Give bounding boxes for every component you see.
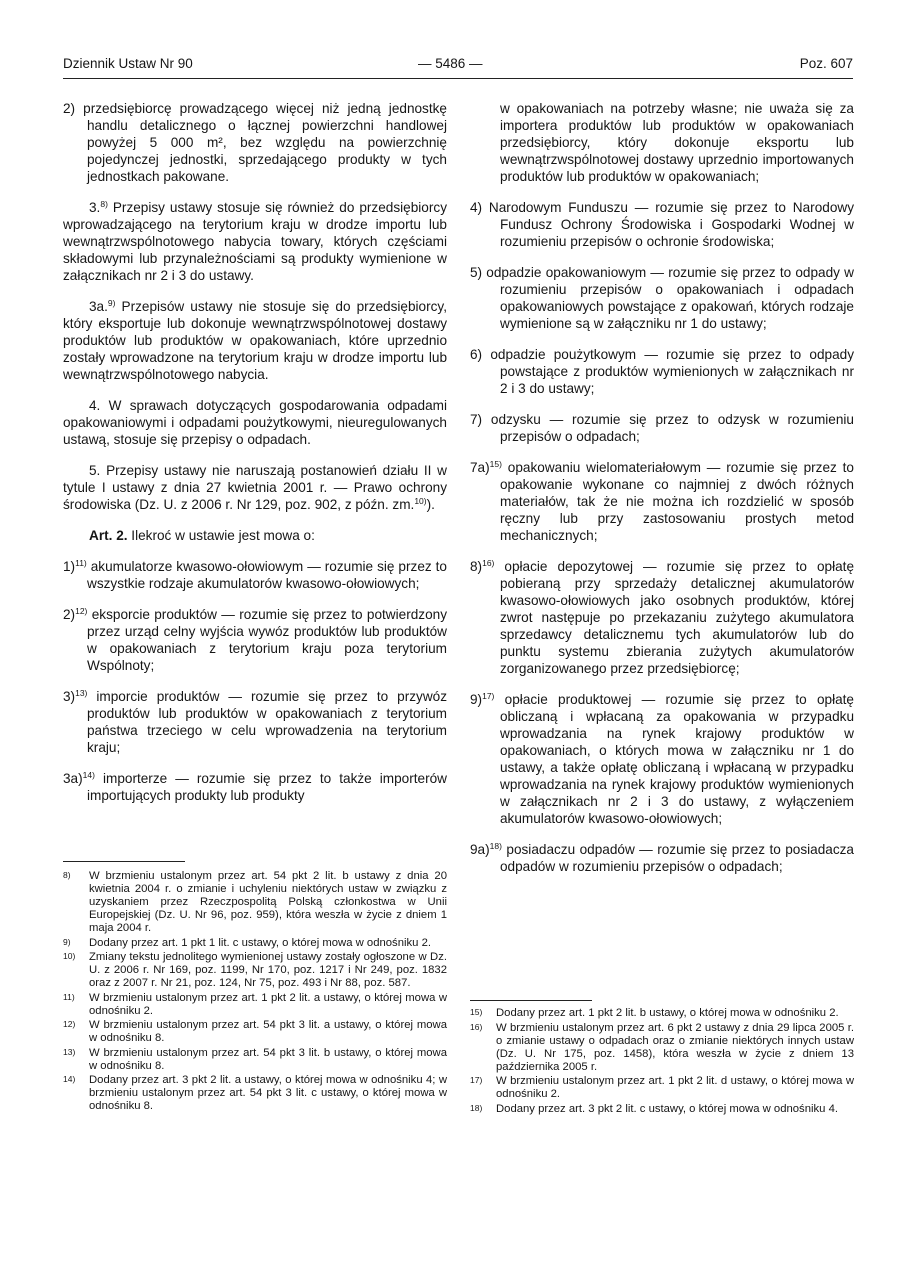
definition-7a: 7a)$^{15)}$ opakowaniu wielomateriałowym — rozumie się przez to opakowanie wykonane co najmniej z dwóch różnych materiałów, tak że nie można ich rozdzielić w sposób ręczny lub przy zastosowaniu prostych metod mechanicznych;: [470, 459, 854, 543]
footnote: 14) Dodany przez art. 3 pkt 2 lit. a ustawy, o której mowa w odnośniku 4; w brzmieniu ustalonym przez art. 54 pkt 3 lit. c ustawy, o której mowa w odnośniku 8.: [63, 1074, 447, 1112]
article-2-heading: Art. 2.: [89, 528, 128, 543]
footnote: 16) W brzmieniu ustalonym przez art. 6 pkt 2 ustawy z dnia 29 lipca 2005 r. o zmianie ustawy o odpadach oraz o zmianie niektórych innych ustaw (Dz. U. Nr 175, poz. 1458), która weszła w życie z dniem 13 października 2005 r.: [470, 1021, 854, 1073]
definition-9: 9)$^{17)}$ opłacie produktowej — rozumie się przez to opłatę obliczaną i wpłacaną za opakowania w przypadku wprowadzania na rynek krajowy produktów w opakowaniach, o których mowa w załączniku nr 1 do ustawy, a także opłatę obliczaną i wpłacaną w przypadku wprowadzania na rynek krajowy produktów wymienionych w załącznikach nr 2 i 3 do ustawy, z wyłączeniem akumulatorów kwasowo-ołowiowych;: [470, 691, 854, 826]
footnotes-right: [470, 1007, 854, 1117]
definition-1: 1)$^{11)}$ akumulatorze kwasowo-ołowiowym — rozumie się przez to wszystkie rodzaje akumulatorów kwasowo-ołowiowych;: [63, 558, 447, 591]
left-column: [63, 100, 447, 818]
footnote: 13) W brzmieniu ustalonym przez art. 54 pkt 3 lit. b ustawy, o której mowa w odnośniku 8.: [63, 1046, 447, 1072]
footnote: 17) W brzmieniu ustalonym przez art. 1 pkt 2 lit. d ustawy, o której mowa w odnośniku 2.: [470, 1075, 854, 1100]
definition-6: 6) odpadzie poużytkowym — rozumie się przez to odpady powstające z produktów wymienionych w załącznikach nr 2 i 3 do ustawy;: [470, 347, 854, 396]
definition-3a-continued: w opakowaniach na potrzeby własne; nie uważa się za importera produktów lub produktów w opakowaniach przedsiębiorcy, który dokonuje eksportu lub wewnątrzwspólnotowej dostawy uprzednio importowanych produktów lub produktów w opakowaniach;: [500, 101, 854, 184]
point-2: 2) przedsiębiorcę prowadzącego więcej niż jedną jednostkę handlu detalicznego o łącznej powierzchni handlowej powyżej 5 000 m², bez względu na powierzchnię pojedynczej jednostki, sprzedającego produkty w tych jednostkach pakowane.: [63, 101, 447, 184]
footnote: 11) W brzmieniu ustalonym przez art. 1 pkt 2 lit. a ustawy, o której mowa w odnośniku 2.: [63, 991, 447, 1017]
right-column: [470, 100, 854, 889]
definition-2: 2)$^{12)}$ eksporcie produktów — rozumie się przez to potwierdzony przez urząd celny wyjścia wywóz produktów lub produktów w opakowaniach z terytorium kraju poza terytorium Wspólnoty;: [63, 606, 447, 673]
footnote: 15) Dodany przez art. 1 pkt 2 lit. b ustawy, o której mowa w odnośniku 2.: [470, 1007, 839, 1019]
page-number: — 5486 —: [418, 56, 483, 71]
paragraph-3: 3.$^{8)}$ Przepisy ustawy stosuje się również do przedsiębiorcy wprowadzającego na terytorium kraju w drodze importu lub wewnątrzwspólnotowego nabycia towary, których częściami składowymi lub przynależnościami są produkty wymienione w załącznikach nr 2 i 3 do ustawy.: [63, 199, 447, 283]
footnote: 10) Zmiany tekstu jednolitego wymienionej ustawy zostały ogłoszone w Dz. U. z 2006 r. Nr 169, poz. 1199, Nr 170, poz. 1217 i Nr 249, poz. 1832 oraz z 2007 r. Nr 21, poz. 124, Nr 75, poz. 493 i Nr 88, poz. 587.: [63, 951, 447, 989]
footnote-divider-left: [63, 861, 185, 862]
footnote: 12) W brzmieniu ustalonym przez art. 54 pkt 3 lit. a ustawy, o której mowa w odnośniku 8.: [63, 1019, 447, 1044]
definition-3a: 3a)$^{14)}$ importerze — rozumie się przez to także importerów importujących produkty lub produkty: [63, 770, 447, 803]
definition-9a: 9a)$^{18)}$ posiadaczu odpadów — rozumie się przez to posiadacza odpadów w rozumieniu przepisów o odpadach;: [470, 841, 854, 874]
paragraph-4: 4. W sprawach dotyczących gospodarowania odpadami opakowaniowymi i odpadami poużytkowymi, nieuregulowanych ustawą, stosuje się przepisy o odpadach.: [63, 398, 447, 447]
definition-8: 8)$^{16)}$ opłacie depozytowej — rozumie się przez to opłatę pobieraną przy sprzedaży detalicznej akumulatorów kwasowo-ołowiowych jako osobnych produktów, której zwrot następuje po przekazaniu zużytego akumulatora sprzedawcy detalicznemu tych akumulatorów lub do punktu systemu zbierania zużytych akumulatorów zorganizowanego przez przedsiębiorcę;: [470, 558, 854, 676]
footnotes-left: [63, 870, 447, 1115]
definition-5: 5) odpadzie opakowaniowym — rozumie się przez to odpady w rozumieniu przepisów o opakowaniach i odpadach opakowaniowych powstające z opakowań, których rodzaje wymienione są w załączniku nr 1 do ustawy;: [470, 265, 854, 331]
definition-3: 3)$^{13)}$ imporcie produktów — rozumie się przez to przywóz produktów lub produktów w opakowaniach z terytorium państwa trzeciego w celu wprowadzenia na terytorium kraju;: [63, 688, 447, 755]
article-2-intro: Art. 2. Ilekroć w ustawie jest mowa o:: [89, 528, 315, 543]
journal-title: Dziennik Ustaw Nr 90: [63, 56, 193, 71]
header-divider: [63, 78, 853, 79]
footnote: 18) Dodany przez art. 3 pkt 2 lit. c ustawy, o której mowa w odnośniku 4.: [470, 1102, 838, 1115]
definition-4: 4) Narodowym Funduszu — rozumie się przez to Narodowy Fundusz Ochrony Środowiska i Gospodarki Wodnej w rozumieniu przepisów o ochronie środowiska;: [470, 200, 854, 249]
definition-7: 7) odzysku — rozumie się przez to odzysk w rozumieniu przepisów o odpadach;: [470, 412, 854, 444]
footnote: 9) Dodany przez art. 1 pkt 1 lit. c ustawy, o której mowa w odnośniku 2.: [63, 936, 431, 949]
paragraph-5: 5. Przepisy ustawy nie naruszają postanowień działu II w tytule I ustawy z dnia 27 kwietnia 2001 r. — Prawo ochrony środowiska (Dz. U. z 2006 r. Nr 129, poz. 902, z późn. zm.$^{10)}$).: [63, 463, 447, 512]
position-number: Poz. 607: [799, 56, 853, 71]
page-header: [63, 56, 853, 78]
footnote: 8) W brzmieniu ustalonym przez art. 54 pkt 2 lit. b ustawy z dnia 20 kwietnia 2004 r. o zmianie i uchyleniu niektórych ustaw w związku z uzyskaniem przez Rzeczpospolitą Polską członkostwa w Unii Europejskiej (Dz. U. Nr 96, poz. 959), która weszła w życie z dniem 1 maja 2004 r.: [63, 870, 447, 934]
footnote-divider-right: [470, 1000, 592, 1001]
paragraph-3a: 3a.$^{9)}$ Przepisów ustawy nie stosuje się do przedsiębiorcy, który eksportuje lub dokonuje wewnątrzwspólnotowej dostawy produktów lub produktów w opakowaniach, które uprzednio zostały wprowadzone na terytorium kraju w drodze importu lub wewnątrzwspólnotowego nabycia.: [63, 298, 447, 382]
